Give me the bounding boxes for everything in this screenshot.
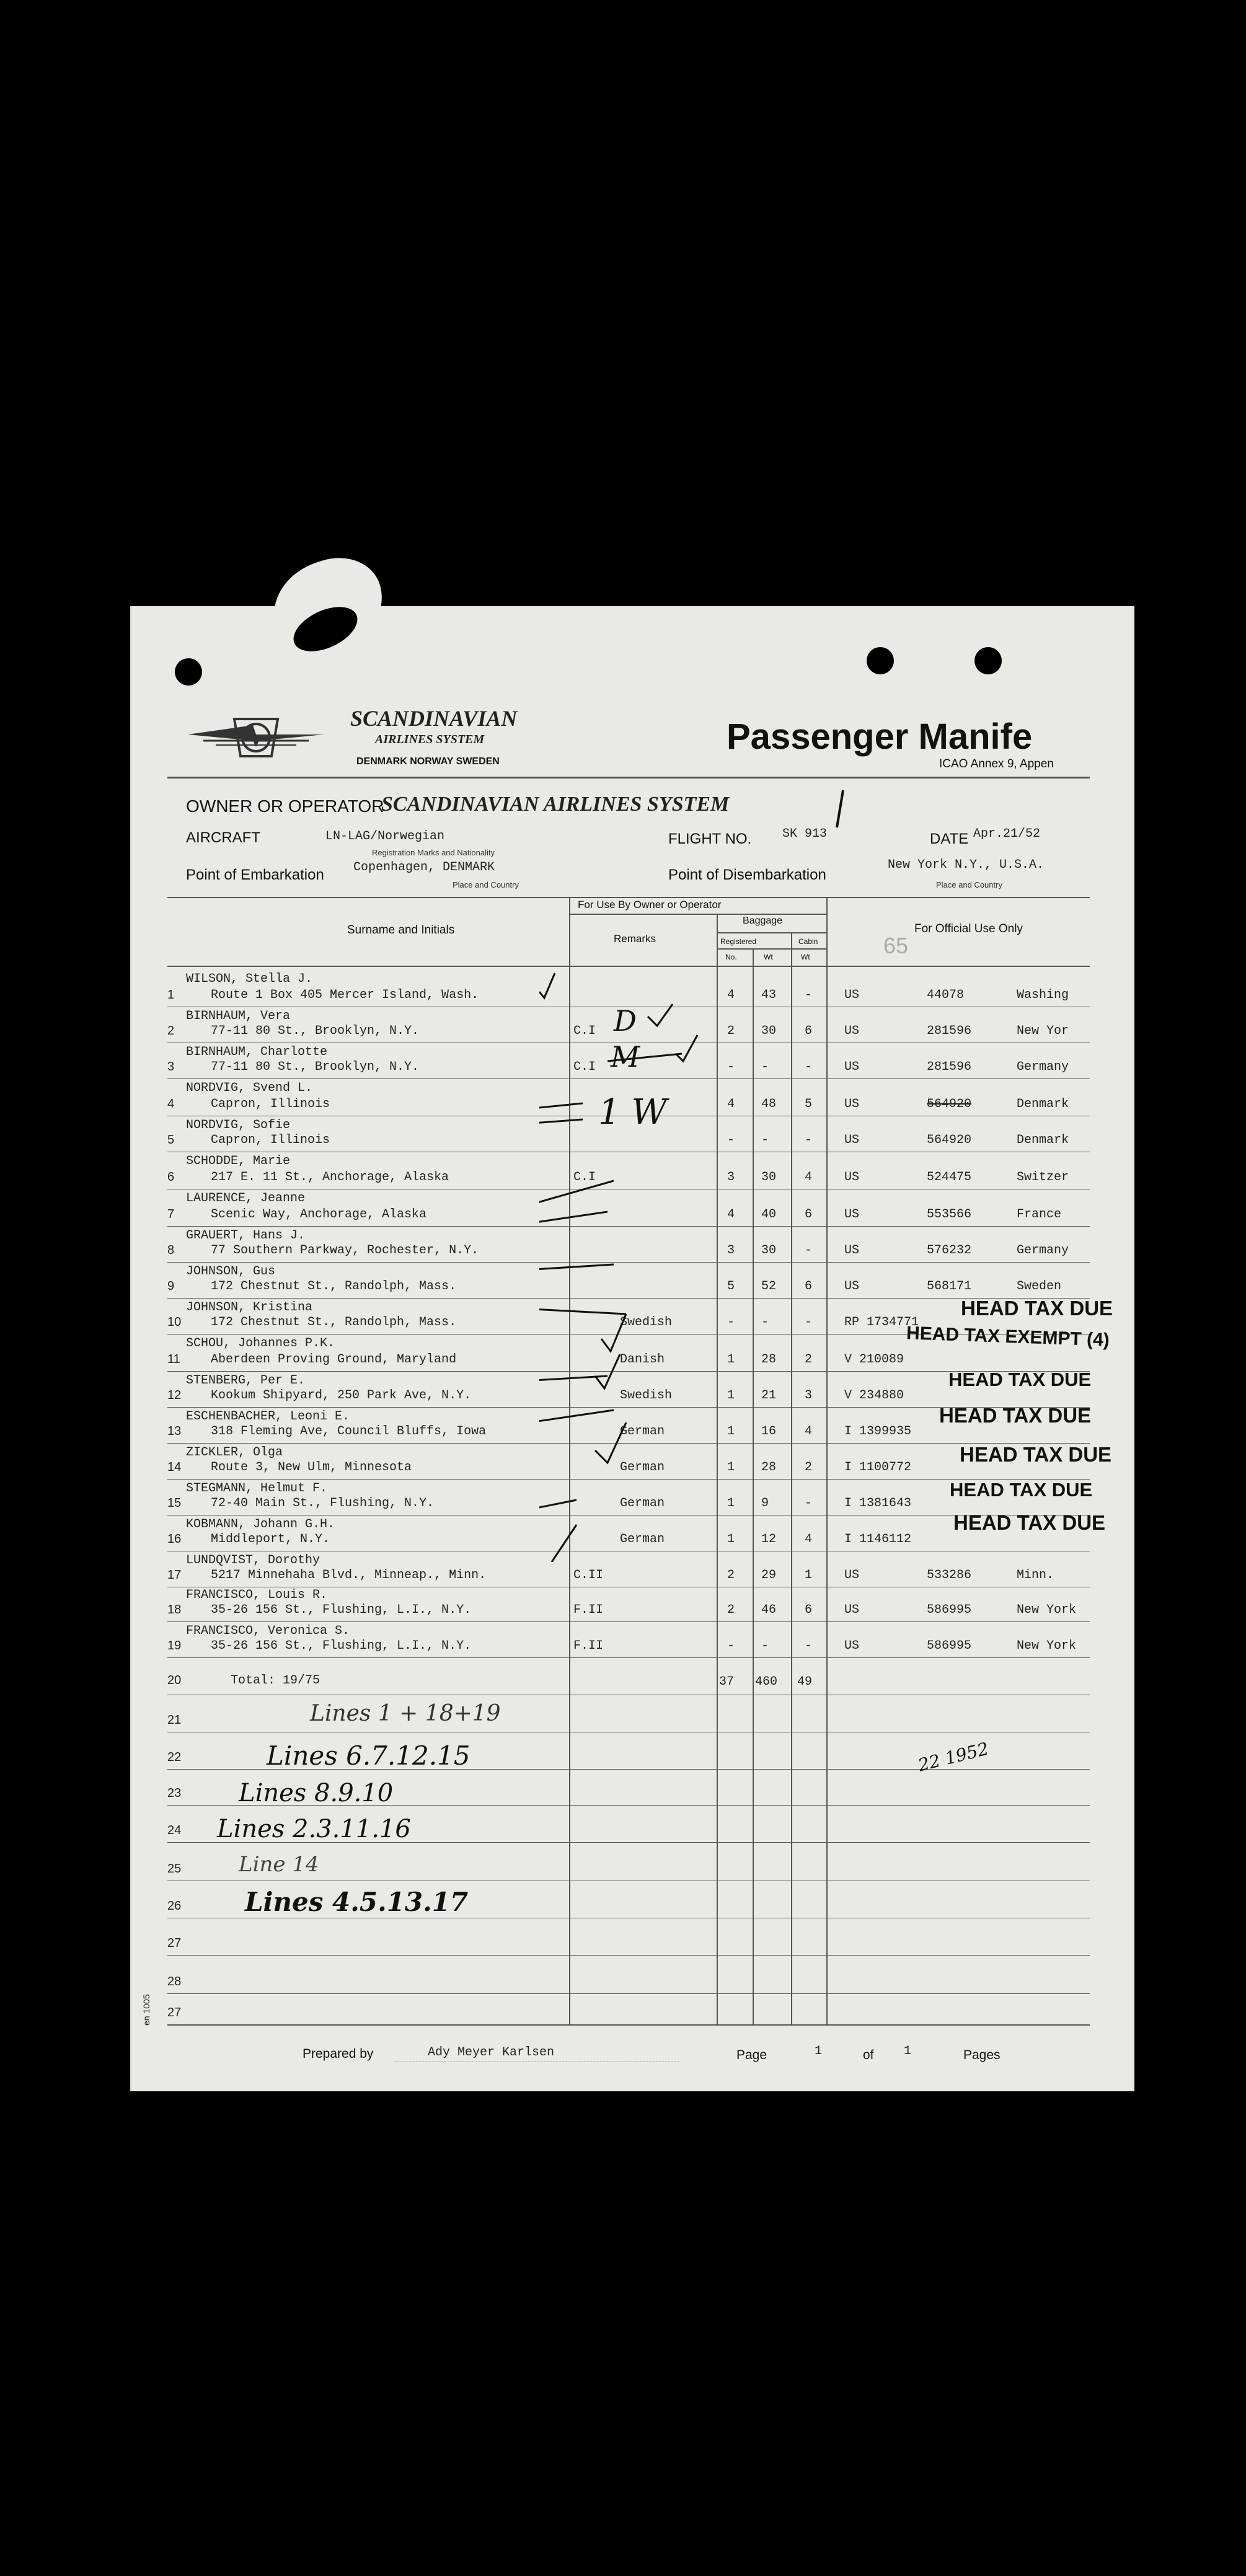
remarks-value: C.II: [573, 1568, 604, 1582]
handwritten-note: Lines 4.5.13.17: [245, 1887, 469, 1917]
date-stamp: 22 1952: [916, 1738, 991, 1776]
passenger-name: FRANCISCO, Veronica S.: [186, 1624, 350, 1638]
head-tax-stamp: HEAD TAX DUE: [950, 1479, 1093, 1501]
document-number: 281596: [927, 1024, 972, 1038]
passenger-name: NORDVIG, Sofie: [186, 1118, 291, 1132]
place: Germany: [1017, 1243, 1069, 1258]
place: Germany: [1017, 1060, 1069, 1074]
col-divider-wt: [753, 948, 754, 2025]
place: Denmark: [1017, 1097, 1069, 1111]
handwritten-note: Line 14: [239, 1852, 319, 1877]
cabin-weight: -: [805, 1639, 813, 1653]
row-number: 7: [167, 1207, 175, 1221]
bag-count: 2: [727, 1603, 735, 1617]
col-remarks-header: Remarks: [614, 933, 656, 945]
remarks-value: Swedish: [620, 1388, 673, 1403]
place: New Yor: [1017, 1024, 1069, 1038]
passenger-address: Aberdeen Proving Ground, Maryland: [211, 1352, 457, 1367]
bag-count: 3: [727, 1243, 735, 1258]
row-number: 15: [167, 1496, 182, 1510]
registered-rule: [717, 948, 826, 950]
passenger-name: JOHNSON, Kristina: [186, 1300, 313, 1315]
document-number: 564920: [927, 1097, 972, 1111]
owner-value: SCANDINAVIAN AIRLINES SYSTEM: [381, 793, 730, 816]
owner-label: OWNER OR OPERATOR: [186, 796, 384, 816]
passenger-address: 35-26 156 St., Flushing, L.I., N.Y.: [211, 1603, 472, 1617]
bag-count: 1: [727, 1532, 735, 1546]
cabin-weight: 3: [805, 1388, 813, 1403]
handwritten-m: M: [611, 1040, 640, 1074]
remarks-value: C.I: [573, 1170, 596, 1184]
bag-weight: 29: [761, 1568, 777, 1582]
passenger-name: LAURENCE, Jeanne: [186, 1191, 306, 1206]
bag-count: 2: [727, 1568, 735, 1582]
nationality: US: [844, 1133, 860, 1147]
cabin-weight: 1: [805, 1568, 813, 1582]
document-number: 564920: [927, 1133, 972, 1147]
disembarkation-hint: Place and Country: [936, 880, 1002, 889]
col-cabin-header: Cabin: [798, 937, 818, 946]
row-number: 4: [167, 1097, 175, 1111]
bag-weight: 9: [761, 1496, 769, 1511]
bag-count: 4: [727, 1097, 735, 1111]
cabin-weight: 6: [805, 1207, 813, 1222]
passenger-address: Route 1 Box 405 Mercer Island, Wash.: [211, 988, 479, 1002]
document-number: 281596: [927, 1060, 972, 1074]
nationality: US: [844, 1568, 860, 1582]
nationality: US: [844, 1639, 860, 1653]
check-marks-icon: [539, 967, 700, 1562]
page-label: Page: [736, 2048, 767, 2062]
cabin-weight: 4: [805, 1532, 813, 1546]
cabin-weight: -: [805, 1243, 813, 1258]
row-number: 27: [167, 1936, 182, 1950]
bag-count: 1: [727, 1460, 735, 1475]
row-rule: [167, 1993, 1090, 1994]
flight-value: SK 913: [782, 827, 828, 841]
cabin-weight: -: [805, 988, 813, 1002]
row-number: 11: [167, 1352, 180, 1366]
flight-label: FLIGHT NO.: [668, 831, 752, 847]
bag-count: 5: [727, 1279, 735, 1294]
handwritten-note: Lines 8.9.10: [239, 1779, 394, 1807]
bag-weight: 30: [761, 1170, 777, 1184]
cabin-weight: 2: [805, 1352, 813, 1367]
cabin-weight: 6: [805, 1603, 813, 1617]
passenger-name: JOHNSON, Gus: [186, 1264, 276, 1279]
of-label: of: [863, 2048, 874, 2062]
document-number: 576232: [927, 1243, 972, 1258]
remarks-value: Swedish: [620, 1315, 673, 1330]
document-title: Passenger Manife: [727, 717, 1033, 757]
bag-count: 3: [727, 1170, 735, 1184]
passenger-address: Kookum Shipyard, 250 Park Ave, N.Y.: [211, 1388, 472, 1403]
remarks-value: C.I: [573, 1024, 596, 1038]
row-number: 9: [167, 1279, 175, 1293]
bag-weight: 43: [761, 988, 777, 1002]
bag-count: -: [727, 1315, 735, 1330]
aircraft-value: LN-LAG/Norwegian: [325, 829, 445, 844]
remarks-value: F.II: [573, 1603, 604, 1617]
date-label: DATE: [930, 831, 969, 847]
total-cabin-weight: 49: [797, 1675, 813, 1689]
nationality: I 1399935: [844, 1424, 912, 1439]
nationality: US: [844, 1279, 860, 1294]
bag-weight: -: [761, 1639, 769, 1653]
remarks-value: German: [620, 1460, 665, 1475]
embarkation-value: Copenhagen, DENMARK: [353, 860, 495, 875]
bag-count: -: [727, 1060, 735, 1074]
place: France: [1017, 1207, 1062, 1222]
bag-count: 1: [727, 1496, 735, 1511]
bag-weight: 28: [761, 1460, 777, 1475]
passenger-address: 77 Southern Parkway, Rochester, N.Y.: [211, 1243, 479, 1258]
handwritten-d: D: [614, 1004, 637, 1038]
nationality: US: [844, 1060, 860, 1074]
handwritten-note: Lines 1 + 18+19: [310, 1701, 501, 1726]
sas-logo-icon: [185, 707, 327, 765]
bag-weight: 16: [761, 1424, 777, 1439]
handwritten-1w: 1 W: [598, 1092, 667, 1132]
bag-count: -: [727, 1639, 735, 1653]
remarks-value: German: [620, 1532, 665, 1546]
bag-weight: -: [761, 1133, 769, 1147]
row-number: 25: [167, 1862, 182, 1876]
row-number: 10: [167, 1315, 182, 1329]
row-number: 8: [167, 1243, 175, 1257]
col-baggage-header: Baggage: [743, 915, 783, 926]
punch-hole-left: [175, 658, 202, 686]
passenger-address: Capron, Illinois: [211, 1097, 330, 1111]
bag-weight: 12: [761, 1532, 777, 1546]
bag-weight: 30: [761, 1243, 777, 1258]
bag-weight: -: [761, 1315, 769, 1330]
header-rule: [167, 777, 1090, 779]
aircraft-hint: Registration Marks and Nationality: [372, 848, 495, 857]
row-number: 5: [167, 1133, 175, 1147]
remarks-value: C.I: [573, 1060, 596, 1074]
col-divider-baggage: [717, 914, 718, 2025]
passenger-name: WILSON, Stella J.: [186, 972, 313, 986]
row-number: 19: [167, 1639, 182, 1652]
nationality: I 1100772: [844, 1460, 912, 1475]
remarks-value: Danish: [620, 1352, 665, 1367]
nationality: I 1146112: [844, 1532, 912, 1546]
passenger-address: 77-11 80 St., Brooklyn, N.Y.: [211, 1060, 420, 1074]
row-number: 21: [167, 1713, 182, 1727]
bag-weight: 40: [761, 1207, 777, 1222]
bag-weight: 48: [761, 1097, 777, 1111]
total-bag-count: 37: [719, 1675, 735, 1689]
row-number: 14: [167, 1460, 182, 1474]
row-number: 22: [167, 1750, 182, 1764]
col-wt-header: Wt: [764, 953, 773, 961]
baggage-rule: [717, 932, 826, 933]
total-bag-weight: 460: [755, 1675, 778, 1689]
passenger-name: LUNDQVIST, Dorothy: [186, 1553, 320, 1568]
passenger-name: STENBERG, Per E.: [186, 1374, 306, 1388]
row-number: 1: [167, 988, 175, 1002]
passenger-name: ESCHENBACHER, Leoni E.: [186, 1409, 350, 1424]
bag-weight: 52: [761, 1279, 777, 1294]
page-value: 1: [815, 2044, 823, 2058]
row-number: 26: [167, 1899, 182, 1913]
passenger-address: Middleport, N.Y.: [211, 1532, 330, 1546]
form-code: en 1005: [141, 1994, 151, 2026]
passenger-name: BIRNHAUM, Charlotte: [186, 1045, 328, 1059]
bag-count: 4: [727, 988, 735, 1002]
passenger-address: 35-26 156 St., Flushing, L.I., N.Y.: [211, 1639, 472, 1653]
row-number: 6: [167, 1170, 175, 1184]
remarks-value: German: [620, 1424, 665, 1439]
row-number: 23: [167, 1786, 182, 1800]
row-number: 16: [167, 1532, 182, 1546]
prepared-by-value: Ady Meyer Karlsen: [428, 2045, 555, 2060]
punch-hole-center: [867, 647, 894, 674]
document-number: 568171: [927, 1279, 972, 1294]
passenger-address: 318 Fleming Ave, Council Bluffs, Iowa: [211, 1424, 487, 1439]
handwritten-note: Lines 2.3.11.16: [217, 1815, 411, 1843]
row-number: 3: [167, 1060, 175, 1074]
cabin-weight: 4: [805, 1170, 813, 1184]
col-official-header: For Official Use Only: [914, 922, 1023, 935]
date-value: Apr.21/52: [973, 827, 1041, 841]
row-rule: [167, 1955, 1090, 1956]
passenger-name: SCHOU, Johannes P.K.: [186, 1336, 335, 1351]
icao-reference: ICAO Annex 9, Appen: [939, 757, 1054, 770]
bag-weight: 21: [761, 1388, 777, 1403]
bag-count: 4: [727, 1207, 735, 1222]
row-number: 20: [167, 1674, 182, 1687]
row-number: 12: [167, 1388, 182, 1402]
bag-weight: 30: [761, 1024, 777, 1038]
nationality: US: [844, 1603, 860, 1617]
remarks-value: German: [620, 1496, 665, 1511]
head-tax-exempt-stamp: HEAD TAX EXEMPT (4): [906, 1323, 1110, 1351]
passenger-name: NORDVIG, Svend L.: [186, 1081, 313, 1095]
pages-label: Pages: [963, 2048, 1001, 2062]
row-number: 18: [167, 1603, 182, 1617]
place: New York: [1017, 1603, 1077, 1617]
head-tax-stamp: HEAD TAX DUE: [939, 1404, 1092, 1427]
nationality: RP 1734771: [844, 1315, 919, 1330]
owner-use-rule: [569, 914, 826, 915]
prepared-by-label: Prepared by: [303, 2047, 374, 2061]
passenger-name: FRANCISCO, Louis R.: [186, 1588, 328, 1602]
row-number: 13: [167, 1424, 182, 1438]
nationality: US: [844, 988, 860, 1002]
passenger-address: 217 E. 11 St., Anchorage, Alaska: [211, 1170, 449, 1184]
cabin-weight: 5: [805, 1097, 813, 1111]
remarks-value: F.II: [573, 1639, 604, 1653]
row-number: 17: [167, 1568, 182, 1582]
nationality: US: [844, 1170, 860, 1184]
bag-count: -: [727, 1133, 735, 1147]
document-number: 586995: [927, 1639, 972, 1653]
cabin-weight: 4: [805, 1424, 813, 1439]
document-number: 44078: [927, 988, 965, 1002]
passenger-name: GRAUERT, Hans J.: [186, 1228, 306, 1243]
document-number: 524475: [927, 1170, 972, 1184]
passenger-name: SCHODDE, Marie: [186, 1154, 291, 1168]
disembarkation-label: Point of Disembarkation: [668, 867, 826, 883]
head-tax-stamp: HEAD TAX DUE: [960, 1443, 1112, 1466]
cabin-weight: 6: [805, 1279, 813, 1294]
passenger-address: 172 Chestnut St., Randolph, Mass.: [211, 1279, 457, 1294]
cabin-weight: 2: [805, 1460, 813, 1475]
row-number: 27: [167, 2006, 182, 2019]
passenger-address: Capron, Illinois: [211, 1133, 330, 1147]
col-surname-header: Surname and Initials: [347, 924, 455, 937]
punch-hole-right: [974, 647, 1002, 674]
document-number: 586995: [927, 1603, 972, 1617]
official-mark: 65: [883, 933, 909, 958]
passenger-address: Route 3, New Ulm, Minnesota: [211, 1460, 412, 1475]
col-registered-header: Registered: [720, 937, 757, 946]
bag-count: 2: [727, 1024, 735, 1038]
of-value: 1: [904, 2044, 912, 2058]
nationality: US: [844, 1243, 860, 1258]
nationality: US: [844, 1207, 860, 1222]
embarkation-hint: Place and Country: [453, 880, 519, 889]
disembarkation-value: New York N.Y., U.S.A.: [888, 858, 1045, 872]
aircraft-label: AIRCRAFT: [186, 829, 260, 846]
passenger-address: 72-40 Main St., Flushing, N.Y.: [211, 1496, 435, 1511]
place: Denmark: [1017, 1133, 1069, 1147]
head-tax-stamp: HEAD TAX DUE: [961, 1297, 1113, 1320]
col-divider-official: [826, 897, 828, 2025]
cabin-weight: 6: [805, 1024, 813, 1038]
col-no-header: No.: [725, 953, 737, 961]
bag-count: 1: [727, 1424, 735, 1439]
passenger-address: Scenic Way, Anchorage, Alaska: [211, 1207, 427, 1222]
handwritten-note: Lines 6.7.12.15: [267, 1740, 471, 1771]
place: Sweden: [1017, 1279, 1062, 1294]
row-number: 2: [167, 1024, 175, 1038]
col-owner-use-header: For Use By Owner or Operator: [578, 899, 722, 911]
passenger-address: 172 Chestnut St., Randolph, Mass.: [211, 1315, 457, 1330]
row-rule: [167, 1621, 1090, 1622]
head-tax-stamp: HEAD TAX DUE: [948, 1369, 1092, 1390]
cabin-weight: -: [805, 1315, 813, 1330]
row-number: 24: [167, 1824, 182, 1837]
head-tax-stamp: HEAD TAX DUE: [953, 1511, 1106, 1534]
nationality: US: [844, 1097, 860, 1111]
document-number: 553566: [927, 1207, 972, 1222]
row-number: 28: [167, 1975, 182, 1988]
form-rule: [167, 897, 1090, 898]
airline-sub: AIRLINES SYSTEM: [375, 733, 485, 746]
airline-countries: DENMARK NORWAY SWEDEN: [356, 756, 500, 767]
place: Switzer: [1017, 1170, 1069, 1184]
place: Minn.: [1017, 1568, 1054, 1582]
passenger-name: KOBMANN, Johann G.H.: [186, 1517, 335, 1532]
document-number: 533286: [927, 1568, 972, 1582]
pen-stroke-mark: [831, 787, 849, 831]
table-bottom-rule: [167, 2024, 1090, 2026]
total-label: Total: 19/75: [231, 1674, 320, 1688]
passenger-name: ZICKLER, Olga: [186, 1445, 283, 1460]
nationality: US: [844, 1024, 860, 1038]
passenger-name: STEGMANN, Helmut F.: [186, 1481, 328, 1496]
passenger-address: 77-11 80 St., Brooklyn, N.Y.: [211, 1024, 420, 1038]
embarkation-label: Point of Embarkation: [186, 867, 324, 883]
airline-name: SCANDINAVIAN: [350, 706, 518, 731]
bag-weight: 46: [761, 1603, 777, 1617]
passenger-name: BIRNHAUM, Vera: [186, 1009, 291, 1023]
col-cab-wt-header: Wt: [801, 953, 810, 961]
cabin-weight: -: [805, 1133, 813, 1147]
cabin-weight: -: [805, 1060, 813, 1074]
place: Washing: [1017, 988, 1069, 1002]
passenger-address: 5217 Minnehaha Blvd., Minneap., Minn.: [211, 1568, 487, 1582]
bag-weight: 28: [761, 1352, 777, 1367]
bag-count: 1: [727, 1388, 735, 1403]
bag-count: 1: [727, 1352, 735, 1367]
bag-weight: -: [761, 1060, 769, 1074]
nationality: V 210089: [844, 1352, 904, 1367]
nationality: V 234880: [844, 1388, 904, 1403]
cabin-weight: -: [805, 1496, 813, 1511]
row-rule: [167, 1657, 1090, 1658]
nationality: I 1381643: [844, 1496, 912, 1511]
place: New York: [1017, 1639, 1077, 1653]
